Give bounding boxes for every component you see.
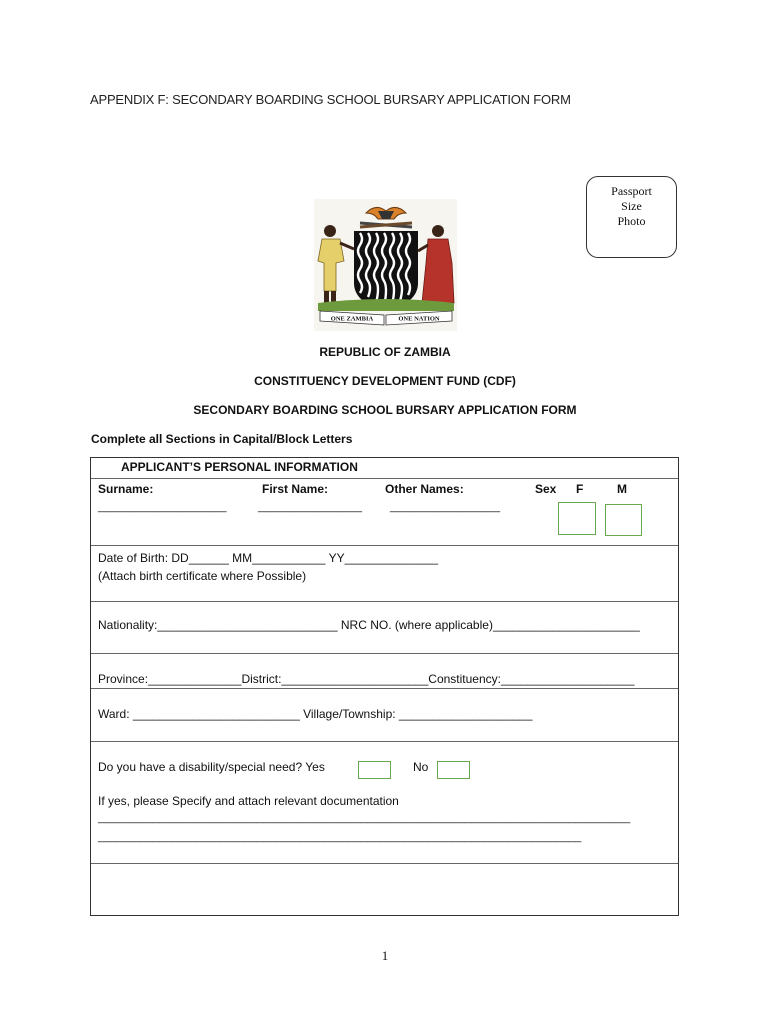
- photo-box-line-1: Passport: [611, 184, 652, 198]
- divider: [91, 478, 678, 479]
- appendix-title: APPENDIX F: SECONDARY BOARDING SCHOOL BURSARY APPLICATION FORM: [90, 92, 571, 107]
- form-title: SECONDARY BOARDING SCHOOL BURSARY APPLICATION FORM: [193, 403, 577, 417]
- birth-certificate-note: (Attach birth certificate where Possible): [98, 569, 307, 583]
- republic-title: REPUBLIC OF ZAMBIA: [319, 345, 451, 359]
- passport-photo-box: [586, 176, 677, 258]
- disability-no-label: No: [413, 760, 429, 774]
- instruction-text: Complete all Sections in Capital/Block Letters: [91, 432, 353, 446]
- page-number: 1: [381, 948, 389, 963]
- surname-label: Surname:: [98, 482, 154, 496]
- disability-no-checkbox[interactable]: [437, 761, 470, 779]
- other-names-field[interactable]: __________________: [390, 501, 501, 513]
- sex-label: Sex: [535, 482, 557, 496]
- specify-label: If yes, please Specify and attach relevant documentation: [98, 794, 399, 808]
- disability-question: Do you have a disability/special need? Yes: [98, 760, 325, 774]
- personal-information-section: [90, 457, 679, 916]
- motto-left: ONE ZAMBIA: [330, 315, 374, 323]
- photo-box-line-2: Size: [621, 199, 642, 213]
- divider: [91, 741, 678, 742]
- coat-of-arms-emblem: [314, 199, 457, 331]
- divider: [91, 601, 678, 602]
- sex-f-checkbox[interactable]: [558, 502, 596, 535]
- specify-field-line-2[interactable]: _______________________________________________________________________________: [98, 831, 582, 843]
- divider: [91, 863, 678, 864]
- sex-m-checkbox[interactable]: [605, 504, 642, 536]
- motto-right: ONE NATION: [398, 315, 440, 323]
- divider: [91, 545, 678, 546]
- photo-box-line-3: Photo: [617, 214, 646, 228]
- date-of-birth-field[interactable]: Date of Birth: DD______ MM___________ YY______________: [98, 551, 439, 565]
- fund-title: CONSTITUENCY DEVELOPMENT FUND (CDF): [254, 374, 516, 388]
- section-heading: APPLICANT’S PERSONAL INFORMATION: [121, 460, 358, 474]
- surname-field[interactable]: _____________________: [98, 501, 227, 513]
- first-name-label: First Name:: [262, 482, 329, 496]
- sex-m-label: M: [617, 482, 627, 496]
- divider: [91, 653, 678, 654]
- province-district-constituency-field[interactable]: Province:______________District:______________________Constituency:____________________: [98, 672, 635, 686]
- other-names-label: Other Names:: [385, 482, 464, 496]
- sex-f-label: F: [576, 482, 584, 496]
- specify-field-line-1[interactable]: _______________________________________________________________________________________: [98, 812, 631, 824]
- disability-yes-checkbox[interactable]: [358, 761, 391, 779]
- first-name-field[interactable]: _________________: [258, 501, 363, 513]
- divider: [91, 688, 678, 689]
- ward-village-field[interactable]: Ward: _________________________ Village/Township: ____________________: [98, 707, 533, 721]
- nationality-nrc-field[interactable]: Nationality:___________________________ NRC NO. (where applicable)______________________: [98, 618, 640, 632]
